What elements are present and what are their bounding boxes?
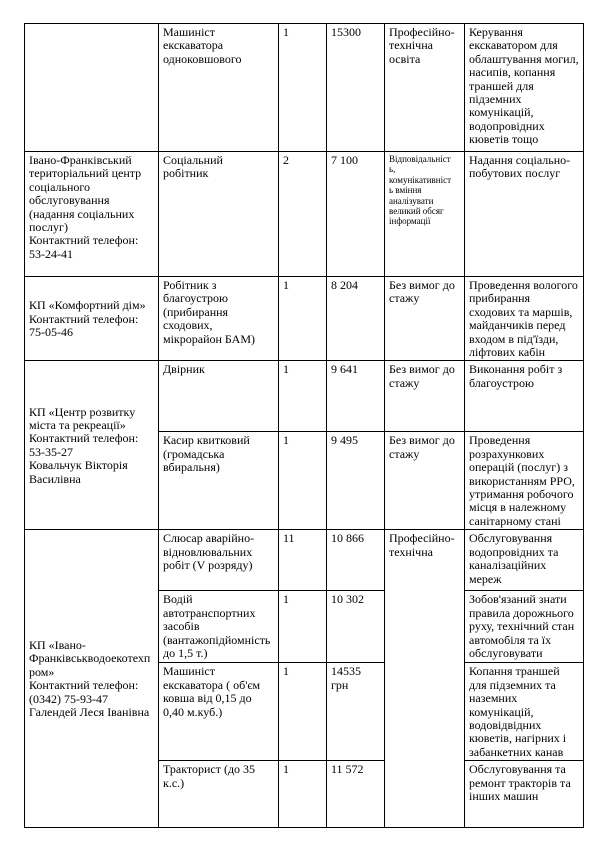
cell-text-line: операцій (послуг) з <box>469 460 568 475</box>
cell-text-line: Виконання робіт з <box>469 362 563 377</box>
cell-text-line: Слюсар аварійно- <box>163 531 255 546</box>
cell-text-line: Без вимог до <box>389 278 455 292</box>
cell-text-line: 75-05-46 <box>29 324 73 339</box>
duties-cell <box>465 432 584 530</box>
cell-text-line: 11 572 <box>331 762 364 777</box>
cell-text-line: мікрорайон БАМ) <box>163 331 255 346</box>
cell-text-line: освіта <box>389 51 421 66</box>
cell-text-line: (прибирання <box>163 304 229 319</box>
cell-text-line: Василівна <box>29 471 81 486</box>
cell-text-line: Надання соціально- <box>469 153 571 167</box>
table-row <box>25 277 584 361</box>
org-cell <box>25 361 159 530</box>
duties-cell <box>465 24 584 152</box>
cell-text-line: водопровідних <box>469 118 545 133</box>
cell-text-line: автотранспортних <box>163 605 256 620</box>
cell-text-line: 9 641 <box>331 362 358 377</box>
requirements-cell <box>385 530 465 828</box>
position-cell <box>159 152 279 277</box>
cell-text-line: одноковшового <box>163 51 242 66</box>
duties-cell <box>465 761 584 828</box>
cell-text-line: інших машин <box>469 789 539 804</box>
position-cell <box>159 24 279 152</box>
cell-text-line: 14535 <box>331 664 361 679</box>
position-cell <box>159 277 279 361</box>
cell-text-line: кюветів тощо <box>469 132 539 147</box>
salary-cell <box>327 277 385 361</box>
table-row <box>25 361 584 432</box>
salary-cell <box>327 361 385 432</box>
cell-text-line: Відповідальніст <box>389 154 451 164</box>
duties-cell <box>465 152 584 277</box>
cell-text-line: ь вміння <box>389 185 422 196</box>
cell-text-line: технічна <box>389 38 433 53</box>
cell-text-line: благоустрою <box>469 375 534 390</box>
position-cell <box>159 361 279 432</box>
cell-text-line: автомобіля та їх <box>469 632 552 647</box>
salary-cell <box>327 663 385 761</box>
cell-text-line: Обслуговування <box>469 531 553 546</box>
cell-text-line: засобів <box>163 619 200 634</box>
cell-text-line: екскаватора <box>163 38 224 53</box>
cell-text-line: к.с.) <box>163 775 185 790</box>
duties-cell <box>465 663 584 761</box>
cell-text-line: Професійно- <box>389 531 455 546</box>
table-row <box>25 152 584 277</box>
cell-text-line: майданчиків перед <box>469 318 566 333</box>
cell-text-line: облаштування могил, <box>469 51 579 66</box>
cell-text-line: насипів, копання <box>469 65 556 80</box>
count-cell: 11 <box>279 530 327 591</box>
requirements-cell <box>385 361 465 432</box>
requirements-cell <box>385 277 465 361</box>
cell-text-line: 8 204 <box>331 278 358 292</box>
cell-text-line: ліфтових кабін <box>469 345 546 360</box>
cell-text-line: прибирання <box>469 291 531 306</box>
requirements-cell <box>385 24 465 152</box>
cell-text-line: Водій <box>163 592 193 607</box>
cell-text-line: 10 302 <box>331 592 364 607</box>
cell-text-line: комунікацій, <box>469 704 534 719</box>
org-cell <box>25 24 159 152</box>
salary-cell <box>327 152 385 277</box>
cell-text-line: підземних <box>469 92 522 107</box>
cell-text-line: до 1,5 т.) <box>163 645 208 660</box>
cell-text-line: 10 866 <box>331 531 364 546</box>
cell-text-line: КП «Центр розвитку <box>29 404 136 419</box>
duties-cell <box>465 591 584 663</box>
salary-cell <box>327 432 385 530</box>
cell-text-line: інформації <box>389 216 431 227</box>
cell-text-line: Тракторист (до 35 <box>163 762 256 777</box>
cell-text-line: Без вимог до <box>389 362 455 377</box>
cell-text-line: благоустрою <box>163 291 228 306</box>
cell-text-line: 9 495 <box>331 433 358 448</box>
count-cell: 1 <box>279 663 327 761</box>
table-row <box>25 24 584 152</box>
cell-text-line: Без вимог до <box>389 433 455 448</box>
cell-text-line: для підземних та <box>469 677 556 692</box>
cell-text-line: Ковальчук Вікторія <box>29 458 128 473</box>
cell-text-line: обслуговувати <box>469 645 543 660</box>
cell-text-line: 7 100 <box>331 153 358 167</box>
cell-text-line: Соціальний <box>163 153 223 167</box>
cell-text-line: сходових, <box>163 318 213 333</box>
salary-cell <box>327 24 385 152</box>
cell-text-line: Професійно- <box>389 25 455 39</box>
cell-text-line: 53-35-27 <box>29 444 73 459</box>
position-cell <box>159 432 279 530</box>
cell-text-line: робітник <box>163 166 209 181</box>
cell-text-line: ковша від 0,15 до <box>163 691 252 706</box>
cell-text-line: кюветів, нагірних і <box>469 731 567 746</box>
cell-text-line: входом в під'їзди, <box>469 331 559 346</box>
cell-text-line: руху, технічний стан <box>469 619 575 634</box>
cell-text-line: Машиніст <box>163 664 215 679</box>
cell-text-line: 0,40 м.куб.) <box>163 704 223 719</box>
cell-text-line: екскаватора ( об'єм <box>163 677 261 692</box>
position-cell <box>159 663 279 761</box>
cell-text-line: аналізувати <box>389 195 434 206</box>
cell-text-line: Проведення <box>469 433 531 448</box>
cell-text-line: сходових та маршів, <box>469 304 573 319</box>
cell-text-line: Копання траншей <box>469 664 560 679</box>
cell-text-line: наземних <box>469 691 518 706</box>
org-cell <box>25 530 159 828</box>
salary-cell <box>327 761 385 828</box>
salary-cell <box>327 530 385 591</box>
cell-text-line: місця в належному <box>469 500 567 515</box>
cell-text-line: стажу <box>389 375 420 390</box>
cell-text-line: Контактний телефон: <box>29 311 139 326</box>
cell-text-line: Робітник з <box>163 278 217 292</box>
cell-text-line: Зобов'язаний знати <box>469 592 567 607</box>
cell-text-line: водопровідних та <box>469 544 559 559</box>
cell-text-line: великий обсяг <box>389 206 444 217</box>
cell-text-line: Галендей Леся Іванівна <box>29 705 150 720</box>
count-cell: 1 <box>279 432 327 530</box>
cell-text-line: ром» <box>29 664 55 679</box>
cell-text-line: комунікативніст <box>389 174 451 185</box>
cell-text-line: міста та рекреації» <box>29 418 126 433</box>
cell-text-line: утримання робочого <box>469 487 574 502</box>
position-cell <box>159 591 279 663</box>
cell-text-line: Двірник <box>163 362 205 377</box>
cell-text-line: водовідвідних <box>469 717 542 732</box>
cell-text-line: мереж <box>469 571 502 586</box>
count-cell: 1 <box>279 277 327 361</box>
cell-text-line: Машиніст <box>163 25 215 39</box>
cell-text-line: вбиральня) <box>163 460 220 475</box>
cell-text-line: каналізаційних <box>469 558 547 573</box>
cell-text-line: Івано-Франківський <box>29 153 132 167</box>
cell-text-line: (громадська <box>163 446 225 461</box>
cell-text-line: територіальний центр <box>29 166 142 181</box>
cell-text-line: КП «Івано- <box>29 638 86 653</box>
cell-text-line: розрахункових <box>469 446 545 461</box>
table-row <box>25 530 584 591</box>
cell-text-line: ремонт тракторів та <box>469 775 571 790</box>
cell-text-line: КП «Комфортний дім» <box>29 298 146 313</box>
duties-cell <box>465 361 584 432</box>
cell-text-line: соціального <box>29 179 91 194</box>
vacancies-table <box>24 23 584 828</box>
count-cell: 1 <box>279 761 327 828</box>
cell-text-line: траншей для <box>469 78 534 93</box>
cell-text-line: побутових послуг <box>469 166 561 181</box>
duties-cell <box>465 277 584 361</box>
requirements-cell <box>385 152 465 277</box>
cell-text-line: Контактний телефон: <box>29 233 139 248</box>
position-cell <box>159 761 279 828</box>
org-cell <box>25 152 159 277</box>
salary-cell <box>327 591 385 663</box>
cell-text-line: обслуговування <box>29 193 110 208</box>
cell-text-line: робіт (V розряду) <box>163 558 253 573</box>
duties-cell <box>465 530 584 591</box>
cell-text-line: Франківськводоекотехп <box>29 651 151 666</box>
count-cell: 1 <box>279 591 327 663</box>
cell-text-line: Контактний телефон: <box>29 678 139 693</box>
cell-text-line: (вантажопідйомність <box>163 632 271 647</box>
requirements-cell <box>385 432 465 530</box>
org-cell <box>25 277 159 361</box>
cell-text-line: (надання соціальних <box>29 206 135 221</box>
cell-text-line: екскаватором для <box>469 38 558 53</box>
cell-text-line: стажу <box>389 291 420 306</box>
cell-text-line: Контактний телефон: <box>29 431 139 446</box>
cell-text-line: технічна <box>389 544 433 559</box>
cell-text-line: грн <box>331 677 349 692</box>
cell-text-line: ь, <box>389 164 396 175</box>
cell-text-line: санітарному стані <box>469 513 561 528</box>
cell-text-line: 53-24-41 <box>29 246 73 261</box>
cell-text-line: Касир квитковий <box>163 433 250 448</box>
cell-text-line: Обслуговування та <box>469 762 566 777</box>
count-cell: 1 <box>279 361 327 432</box>
position-cell <box>159 530 279 591</box>
cell-text-line: комунікацій, <box>469 105 534 120</box>
cell-text-line: використанням РРО, <box>469 473 575 488</box>
cell-text-line: Керування <box>469 25 523 39</box>
cell-text-line: послуг) <box>29 220 68 235</box>
cell-text-line: (0342) 75-93-47 <box>29 691 108 706</box>
cell-text-line: 15300 <box>331 25 361 39</box>
cell-text-line: відновлювальних <box>163 544 253 559</box>
cell-text-line: стажу <box>389 446 420 461</box>
cell-text-line: правила дорожнього <box>469 605 574 620</box>
cell-text-line: забанкетних канав <box>469 744 564 759</box>
count-cell: 2 <box>279 152 327 277</box>
cell-text-line: Проведення вологого <box>469 278 578 292</box>
count-cell: 1 <box>279 24 327 152</box>
